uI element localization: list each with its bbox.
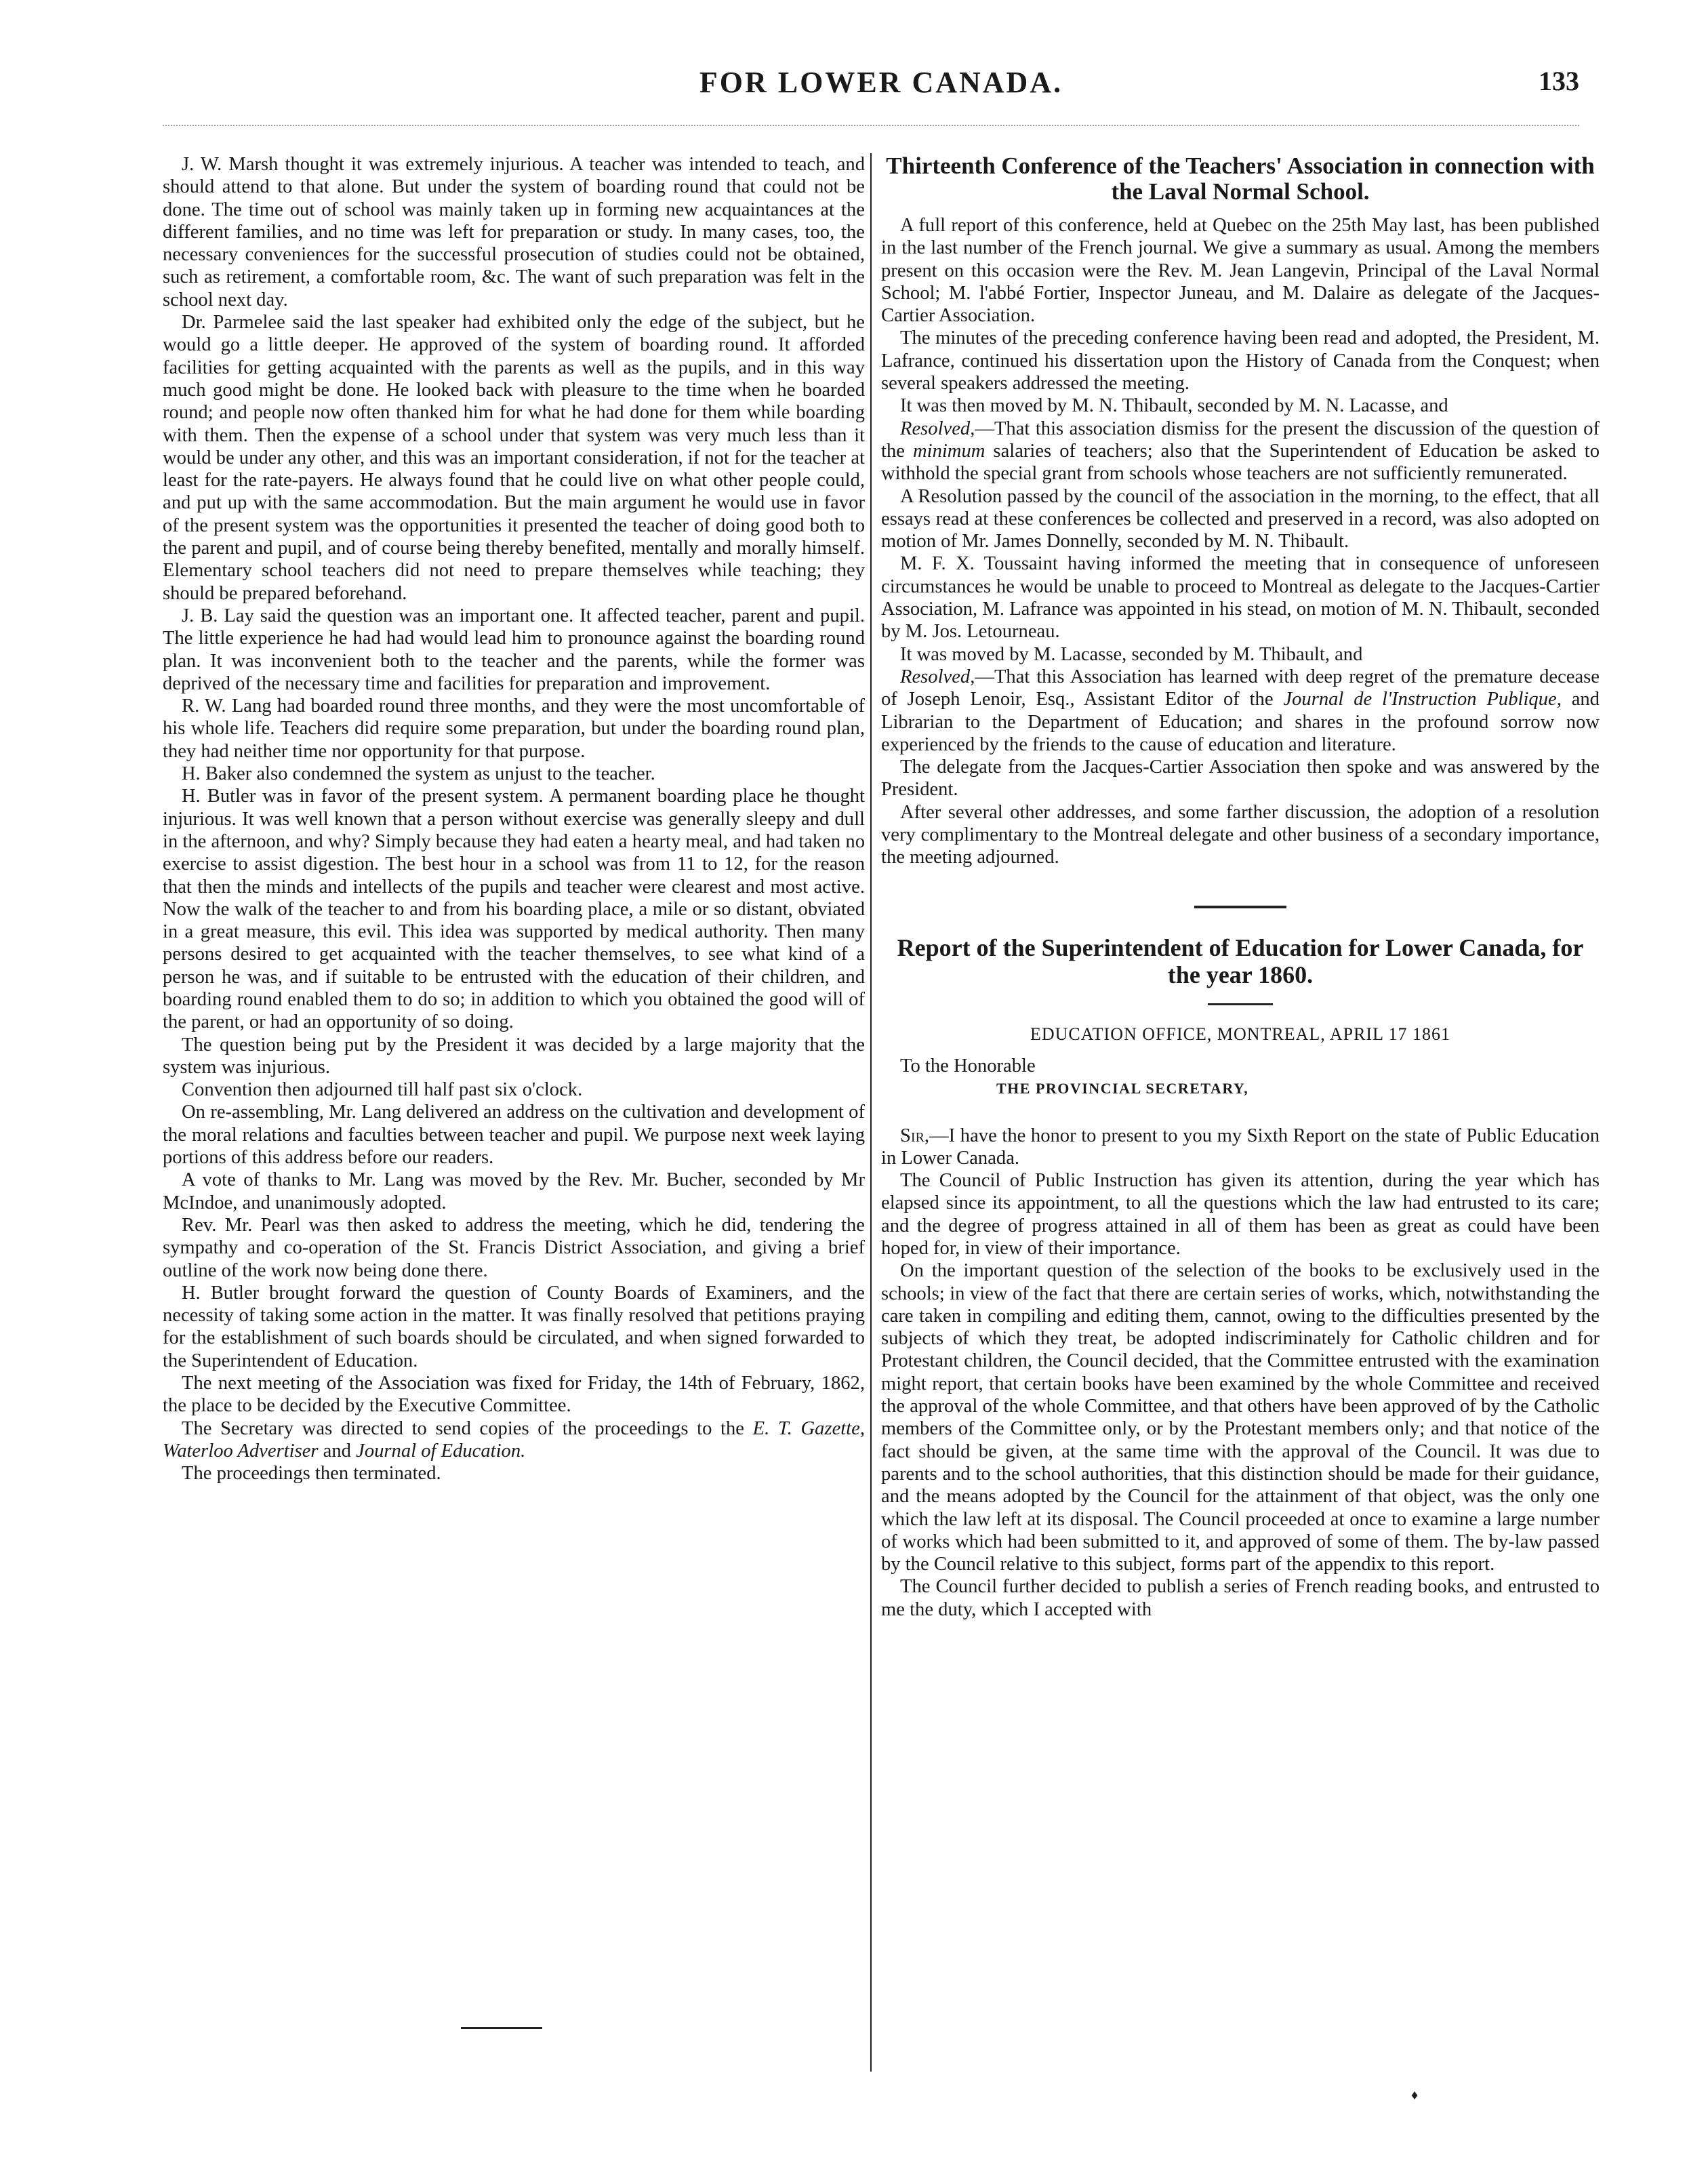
to-line: To the Honorable (900, 1055, 1036, 1076)
report-intro: —I have the honor to present to you my Sixth Report on the state of Public Education in Lower Canada. (881, 1125, 1600, 1169)
paragraph: It was moved by M. Lacasse, seconded by M. Thibault, and (900, 643, 1363, 665)
resolution-text: salaries of teachers; also that the Superintendent of Education be asked to withhold the special grant from schools whose teachers are not sufficiently remunerated. (881, 440, 1600, 485)
resolution-paragraph (881, 666, 1600, 756)
secretary-paragraph (163, 1417, 865, 1463)
minimum-word: minimum (912, 440, 985, 462)
secretary-text: The Secretary was directed to send copies of the proceedings to the (182, 1417, 753, 1439)
running-title: FOR LOWER CANADA. (699, 66, 1063, 99)
resolution-text: —That this association dismiss for the present the discussion of the question of the (881, 418, 1600, 462)
paragraph: On the important question of the selection of the books to be exclusively used in the schools; in view of the fact that there are certain series of works, which, notwithstanding the care taken in compiling and editing them, cannot, owing to the difficulties presented by the subjects of which they treat, be adopted indiscriminately for Catholic children and for Protestant children, the Council decided, that the Committee entrusted with the examination might report, that certain books have been examined by the whole Committee and received the approval of the whole Committee, and that others have been approved of by the Catholic members of the Committee only, or by the Protestant members only; and that notice of the fact should be given, at the same time with the approval of the Council. It was due to parents and to the school authorities, that this distinction should be made for their guidance, and the means adopted by the Council for the attainment of that object, was the only one which the law left at its disposal. The Council proceeded at once to examine a large number of works which had been submitted to it, and approved of some of them. The by-law passed by the Council relative to this subject, forms part of the appendix to this report. (881, 1260, 1600, 1575)
page-number: 133 (1539, 66, 1579, 96)
paragraph: On re-assembling, Mr. Lang delivered an address on the cultivation and development of the moral relations and faculties between teacher and pupil. We purpose next week laying portions of this address before our readers. (163, 1102, 865, 1169)
paragraph: The delegate from the Jacques-Cartier Association then spoke and was answered by the President. (881, 757, 1600, 801)
paragraph: J. W. Marsh thought it was extremely injurious. A teacher was intended to teach, and should attend to that alone. But under the system of boarding round that could not be done. The time out of school was mainly taken up in forming new acquaintances at the different families, and no time was left for preparation or study. In many cases, too, the necessary conveniences for the successful prosecution of studies could not be obtained, such as retirement, a comfortable room, &c. The want of such preparation was felt in the school next day. (163, 154, 865, 310)
left-column (163, 153, 865, 1485)
header-rule (163, 125, 1579, 126)
paragraph: After several other addresses, and some farther discussion, the adoption of a resolution very complimentary to the Montreal delegate and other business of a secondary importance, the meeting adjourned. (881, 801, 1600, 868)
paragraph: The question being put by the President it was decided by a large majority that the system was injurious. (163, 1034, 865, 1078)
newspaper-names: E. T. Gazette, Waterloo Advertiser (163, 1417, 865, 1461)
recipient-title: THE PROVINCIAL SECRETARY, (996, 1080, 1249, 1097)
paragraph: The Council of Public Instruction has given its attention, during the year which has elapsed since its appointment, to all the questions which the law had entrusted to its care; and the degree of progress attained in all of them has been as great as could have been hoped for, in view of their importance. (881, 1170, 1600, 1259)
end-rule (461, 2027, 542, 2029)
resolved-label: Resolved, (900, 418, 975, 439)
paragraph: The Council further decided to publish a series of French reading books, and entrusted to me the duty, which I accepted with (881, 1576, 1600, 1620)
conjunction: and (318, 1440, 357, 1461)
paragraph: It was then moved by M. N. Thibault, seconded by M. N. Lacasse, and (900, 395, 1448, 417)
page-header (163, 65, 1600, 106)
right-column (881, 153, 1600, 1621)
resolution-paragraph (881, 418, 1600, 485)
resolution-text: —That this Association has learned with deep regret of the premature decease of Joseph Lenoir, Esq., Assistant Editor of the (881, 666, 1600, 710)
salutation-paragraph (881, 1125, 1600, 1170)
title-rule (1208, 1003, 1273, 1005)
dateline: EDUCATION OFFICE, MONTREAL, APRIL 17 1861 (1030, 1024, 1450, 1044)
paragraph: M. F. X. Toussaint having informed the meeting that in consequence of unforeseen circumstances he would be unable to proceed to Montreal as delegate to the Jacques-Cartier Association, M. Lafrance was appointed in his stead, on motion of M. N. Thibault, seconded by M. Jos. Letourneau. (881, 553, 1600, 643)
paragraph: Convention then adjourned till half past six o'clock. (182, 1079, 583, 1101)
paragraph: A Resolution passed by the council of the association in the morning, to the effect, that all essays read at these conferences be collected and preserved in a record, was also adopted on motion of Mr. James Donnelly, seconded by M. N. Thibault. (881, 485, 1600, 552)
journal-title: Journal de l'Instruction Publique, (1283, 689, 1562, 710)
paragraph: The minutes of the preceding conference having been read and adopted, the President, M. Lafrance, continued his dissertation upon the History of Canada from the Conquest; when several speakers addressed the meeting. (881, 327, 1600, 395)
resolved-label: Resolved, (900, 666, 975, 687)
paragraph: H. Butler brought forward the question of County Boards of Examiners, and the necessity of taking some action in the matter. It was finally resolved that petitions praying for the establishment of such boards should be circulated, and when signed forwarded to the Superintendent of Education. (163, 1282, 865, 1371)
salutation: Sir, (900, 1125, 930, 1146)
paragraph: A full report of this conference, held at Quebec on the 25th May last, has been published in the last number of the French journal. We give a summary as usual. Among the members present on this occasion were the Rev. M. Jean Langevin, Principal of the Laval Normal School; M. l'abbé Fortier, Inspector Juneau, and M. Dalaire as delegate of the Jacques-Cartier Association. (881, 215, 1600, 327)
closing-paragraph: The proceedings then terminated. (182, 1463, 441, 1485)
column-divider (870, 153, 872, 2072)
paragraph: R. W. Lang had boarded round three months, and they were the most uncomfortable of his whole life. Teachers did require some preparation, but under the boarding round plan, they had neither time nor opportunity for that purpose. (163, 696, 865, 762)
journal-name: Journal of Education. (356, 1440, 526, 1461)
report-title: Report of the Superintendent of Education for Lower Canada, for the year 1860. (897, 933, 1584, 988)
paragraph: A vote of thanks to Mr. Lang was moved by the Rev. Mr. Bucher, seconded by Mr McIndoe, and unanimously adopted. (163, 1169, 865, 1213)
paragraph: Dr. Parmelee said the last speaker had exhibited only the edge of the subject, but he would go a little deeper. He approved of the system of boarding round. It afforded facilities for getting acquainted with the parents as well as the pupils, and in this way much good might be done. He looked back with pleasure to the time when he boarded round; and people now often thanked him for what he had done for them while boarding with them. Then the expense of a school under that system was very much less than it would be under any other, and this was an important consideration, if not for the teacher at least for the rate-payers. He always found that he could live on what other people could, and put up with the same accommodation. But the main argument he would use in favor of the present system was the opportunities it presented the teacher of doing good both to the parent and pupil, and of course being thereby benefited, mentally and morally himself. Elementary school teachers did not need to prepare themselves while teaching; they should be prepared beforehand. (163, 312, 865, 604)
conference-title: Thirteenth Conference of the Teachers' Association in connection with the Laval Normal School. (886, 153, 1595, 205)
paragraph: Rev. Mr. Pearl was then asked to address the meeting, which he did, tendering the sympathy and co-operation of the St. Francis District Association, and giving a brief outline of the work now being done there. (163, 1214, 865, 1281)
paragraph: The next meeting of the Association was fixed for Friday, the 14th of February, 1862, the place to be decided by the Executive Committee. (163, 1373, 865, 1417)
paragraph: J. B. Lay said the question was an important one. It affected teacher, parent and pupil. The little experience he had had would lead him to pronounce against the boarding round plan. It was inconvenient both to the teacher and the parents, while the former was deprived of the necessary time and facilities for preparation and improvement. (163, 605, 865, 694)
section-rule (1194, 906, 1286, 908)
bullet-mark: ♦ (1411, 2088, 1419, 2103)
paragraph: H. Baker also condemned the system as unjust to the teacher. (182, 763, 655, 785)
resolution-text: and Librarian to the Department of Education; and shares in the profound sorrow now experienced by the friends to the cause of education and literature. (881, 689, 1600, 755)
paragraph: H. Butler was in favor of the present system. A permanent boarding place he thought injurious. It was well known that a person without exercise was generally sleepy and dull in the afternoon, and why? Simply because they had eaten a hearty meal, and had taken no exercise to assist digestion. The best hour in a school was from 11 to 12, for the reason that then the minds and intellects of the pupils and teacher were clearest and most active. Now the walk of the teacher to and from his boarding place, a mile or so distant, obviated in a great measure, this evil. This idea was supported by medical authority. Then many persons desired to get acquainted with the teacher themselves, to see what kind of a person he was, and if suitable to be entrusted with the education of their children, and boarding round enabled them to do so; in addition to which you obtained the good will of the parent, or had an opportunity of so doing. (163, 786, 865, 1033)
